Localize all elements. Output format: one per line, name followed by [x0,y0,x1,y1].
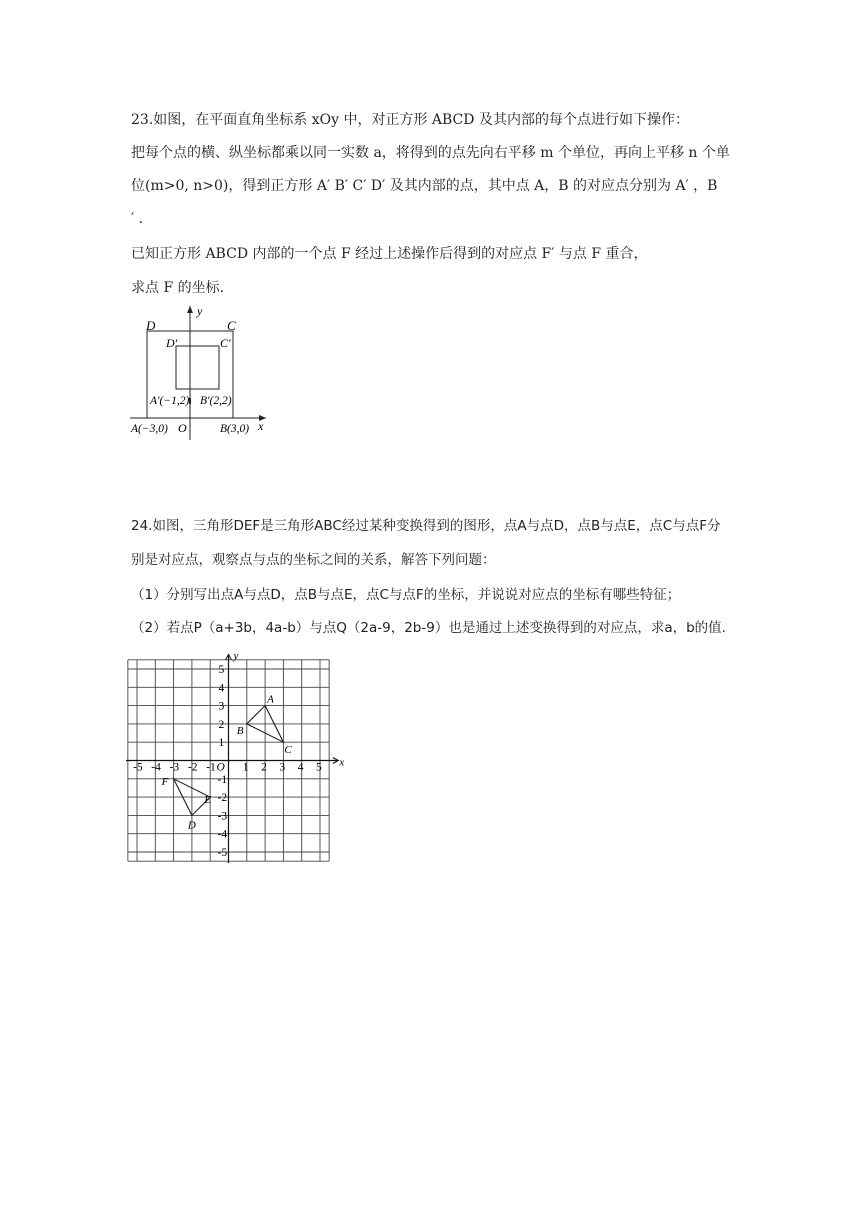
label-x: x [258,419,264,433]
x-tick-label: 5 [316,761,322,774]
label-Cp: C′ [220,336,231,350]
label-Ap: A′(−1,2) [150,395,190,407]
y-tick-label: -3 [217,810,228,823]
origin-label: O [216,761,225,774]
label-Bp: B′(2,2) [200,395,232,407]
label-B: B(3,0) [220,423,250,435]
x-tick-label: -3 [169,761,180,774]
y-tick-label: 5 [218,664,225,676]
y-axis-arrow [187,306,193,313]
x-tick-label: -2 [187,761,198,774]
q23-line-1: 23.如图，在平面直角坐标系 xOy 中，对正方形 ABCD 及其内部的每个点进行如下操作： [131,112,689,128]
q23-line-6: 求点 F 的坐标. [131,280,225,296]
label-C: C [284,744,292,757]
label-F: F [161,775,169,788]
q24-line-2: 别是对应点，观察点与点的坐标之间的关系，解答下列问题： [131,552,496,568]
label-O: O [178,421,187,435]
y-tick-label: -2 [217,792,228,805]
label-D: D [146,318,156,333]
label-B: B [236,724,244,737]
x-tick-label: 3 [279,761,286,774]
y-tick-label: 4 [218,682,225,695]
x-tick-label: -4 [151,761,161,774]
x-axis-label: x [339,756,345,769]
x-tick-label: 1 [242,761,249,774]
q24-line-1: 24.如图，三角形DEF是三角形ABC经过某种变换得到的图形，点A与点D，点B与点E，点C与点F分 [131,518,721,534]
q23-line-2: 把每个点的横、纵坐标都乘以同一实数 a，将得到的点先向右平移 m 个单位，再向上平移 n 个单 [131,145,730,161]
q24-figure [125,648,345,863]
q23-line-4: ′ . [131,211,144,227]
label-y: y [197,304,203,318]
y-tick-label: 1 [218,737,225,750]
y-tick-label: -1 [217,773,228,786]
label-D: D [187,819,196,832]
square-ApBpCpDp [176,346,219,389]
x-tick-label: 2 [261,761,267,774]
label-A: A [267,693,274,706]
label-Dp: D′ [166,336,178,350]
q23-line-3: 位(m>0, n>0)，得到正方形 A′ B′ C′ D′ 及其内部的点，其中点 A，B 的对应点分别为 A′ ，B [131,178,718,194]
q24-line-3: （1）分别写出点A与点D，点B与点E，点C与点F的坐标，并说说对应点的坐标有哪些特征； [131,587,681,603]
q24-line-4: （2）若点P（a+3b，4a-b）与点Q（2a-9，2b-9）也是通过上述变换得到的对应点，求a，b的值. [131,620,726,636]
y-tick-label: -4 [217,828,228,841]
y-tick-label: 2 [218,718,225,731]
y-axis-label: y [233,650,239,663]
q23-figure [125,300,275,445]
x-tick-label: -5 [133,761,143,774]
label-E: E [204,794,211,807]
x-tick-label: 4 [297,761,304,774]
q23-line-5: 已知正方形 ABCD 内部的一个点 F 经过上述操作后得到的对应点 F′ 与点 F 重合， [131,246,648,262]
y-tick-label: 3 [218,700,225,713]
label-A: A(−3,0) [131,423,168,435]
label-C: C [227,318,236,333]
y-tick-label: -5 [217,847,228,859]
x-tick-label: -1 [206,761,216,774]
